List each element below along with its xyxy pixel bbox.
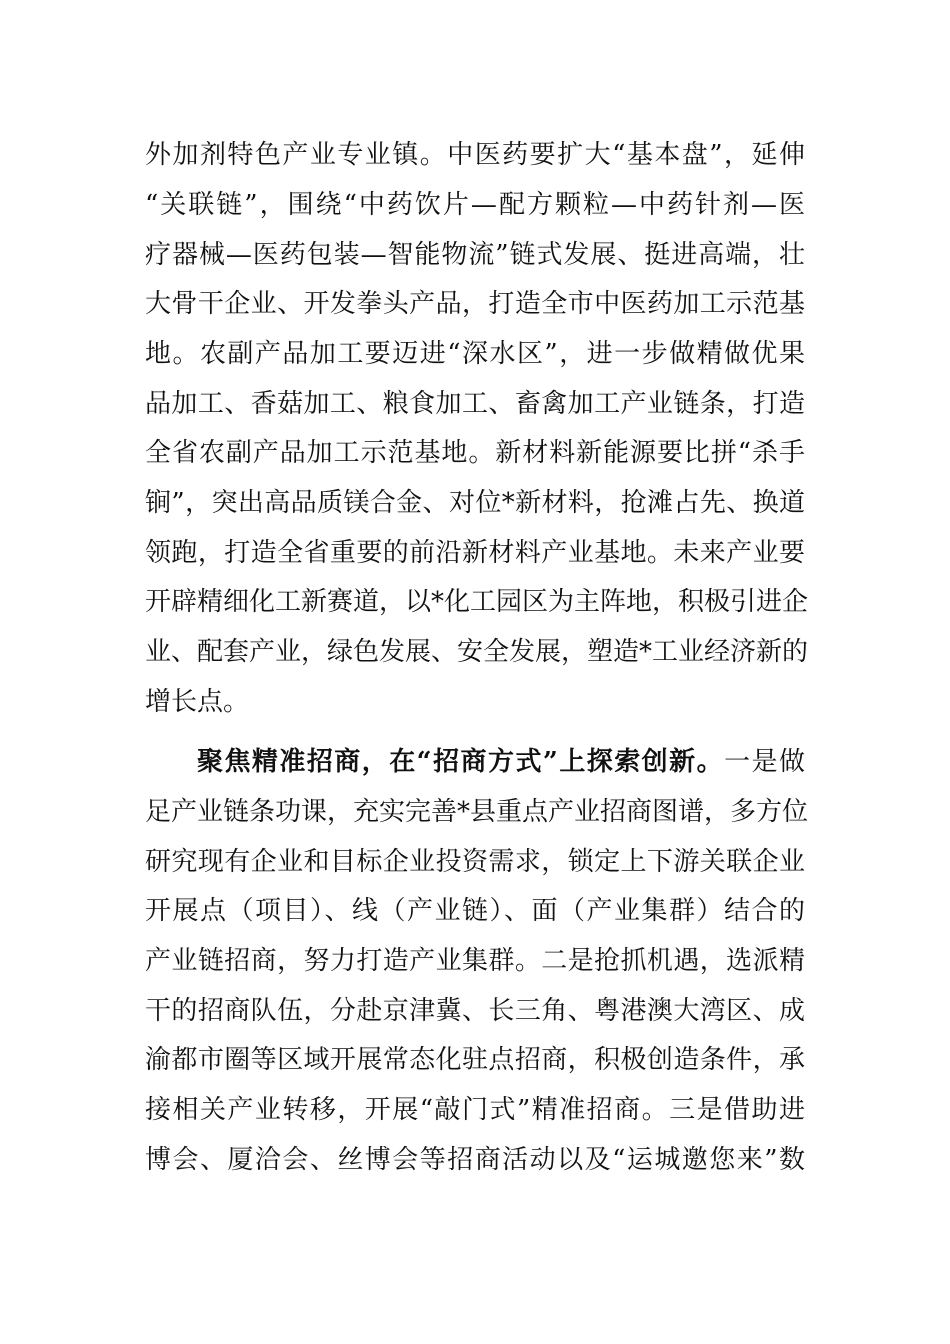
paragraph-line: 大骨干企业、开发拳头产品，打造全市中医药加工示范基 — [145, 289, 805, 319]
paragraph-line: 增长点。 — [145, 687, 250, 717]
paragraph-line: 锏”，突出高品质镁合金、对位*新材料，抢滩占先、换道 — [145, 488, 805, 518]
paragraph-line: 疗器械—医药包装—智能物流”链式发展、挺进高端，壮 — [145, 240, 805, 270]
heading-continuation: 一是做 — [724, 747, 805, 777]
paragraph-line: 全省农副产品加工示范基地。新材料新能源要比拼“杀手 — [145, 438, 805, 468]
paragraph-line: 品加工、香菇加工、粮食加工、畜禽加工产业链条，打造 — [145, 389, 805, 419]
paragraph-line: 地。农副产品加工要迈进“深水区”，进一步做精做优果 — [145, 339, 805, 369]
paragraph-line: 开辟精细化工新赛道，以*化工园区为主阵地，积极引进企 — [145, 587, 809, 617]
paragraph-line: 产业链招商，努力打造产业集群。二是抢抓机遇，选派精 — [145, 946, 805, 976]
paragraph-line: 业、配套产业，绿色发展、安全发展，塑造*工业经济新的 — [145, 637, 809, 667]
paragraph-line: 开展点（项目）、线（产业链）、面（产业集群）结合的 — [145, 896, 805, 926]
paragraph-line: “关联链”，围绕“中药饮片—配方颗粒—中药针剂—医 — [145, 190, 805, 220]
paragraph-line: 领跑，打造全省重要的前沿新材料产业基地。未来产业要 — [145, 538, 805, 568]
section-heading: 聚焦精准招商，在“招商方式”上探索创新。 — [197, 747, 725, 777]
paragraph-line: 博会、厦洽会、丝博会等招商活动以及“运城邀您来”数 — [145, 1145, 805, 1175]
paragraph-line: 足产业链条功课，充实完善*县重点产业招商图谱，多方位 — [145, 797, 809, 827]
paragraph-line: 接相关产业转移，开展“敲门式”精准招商。三是借助进 — [145, 1095, 805, 1125]
paragraph-line: 外加剂特色产业专业镇。中医药要扩大“基本盘”，延伸 — [145, 140, 805, 170]
paragraph-first-line — [197, 742, 805, 782]
paragraph-line: 研究现有企业和目标企业投资需求，锁定上下游关联企业 — [145, 847, 805, 877]
paragraph-line: 干的招商队伍，分赴京津冀、长三角、粤港澳大湾区、成 — [145, 996, 805, 1026]
paragraph-line: 渝都市圈等区域开展常态化驻点招商，积极创造条件，承 — [145, 1045, 805, 1075]
